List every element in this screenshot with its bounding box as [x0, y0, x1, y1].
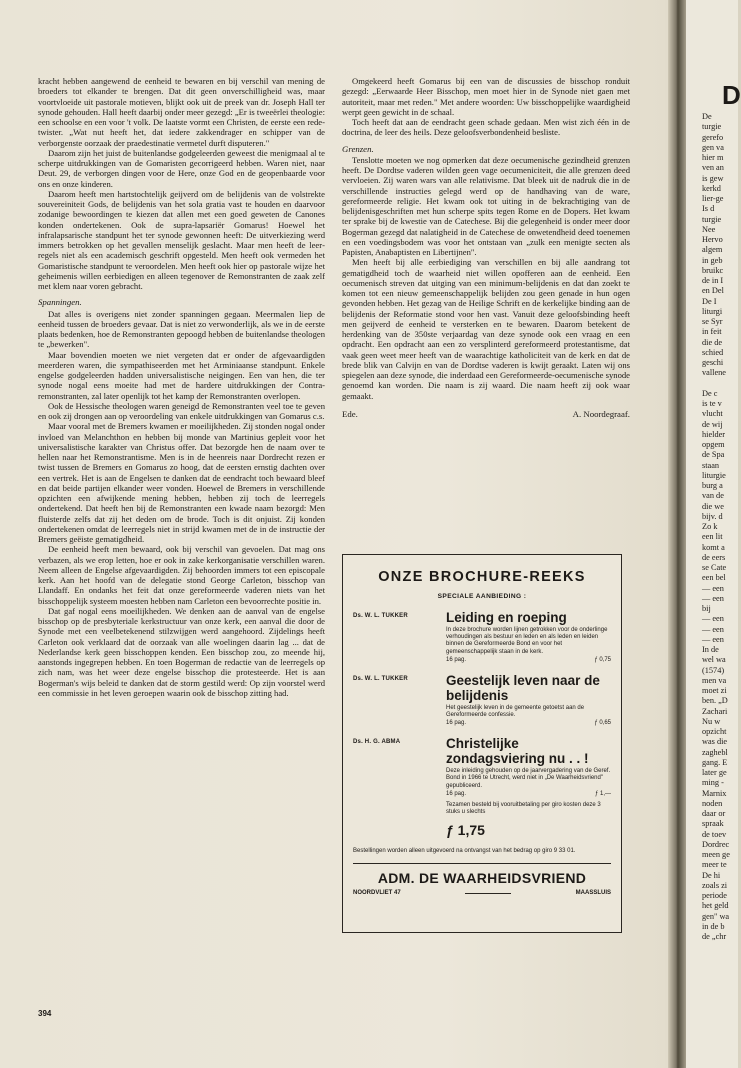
article-author: A. Noordegraaf. [572, 408, 630, 419]
right-page-line-fragment: Zachari [702, 706, 728, 716]
right-page-line-fragment: moet zi [702, 686, 727, 695]
ad-subtitle: SPECIALE AANBIEDING : [437, 593, 527, 600]
brochure-price: ƒ 0,75 [594, 656, 611, 663]
right-page-line-fragment: meen ge [702, 850, 730, 859]
divider [465, 893, 511, 894]
right-page-line-fragment: zoals zi [702, 880, 728, 890]
right-page-line-fragment: gen va [702, 142, 724, 152]
right-page-line-fragment: ming - [702, 778, 724, 788]
article-paragraph: Daarom zijn het juist de buitenlandse godgeleerden geweest die menigmaal al te scherpe uitdrukkingen van de Gomaristen gecorrigeerd hebben. Waren niet, naar Deut. 29, de verborgen dingen voor de Here, onze God en de geopenbaarde voor ons en onze kinderen. [38, 147, 325, 189]
article-paragraph: De eenheid heeft men bewaard, ook bij verschil van gevoelen. Dat mag ons verbazen, als we erop letten, hoe er ook in zake kerkorganisatie verschillen waren. Neem alleen de Engelse afgevaardigden. Zij behoorden immers tot een episcopale kerk. Aan het hoofd van de delegatie stond George Carleton, bisschop van Llandaff. En ondanks het feit dat onze gereformeerde vaderen niets van het bisschoppelijk systeem moesten hebben nam Carleton een bevoorrechte positie in. [38, 544, 325, 606]
brochure-title: Geestelijk leven naar de belijdenis [446, 672, 600, 703]
right-page-line-fragment: — een [702, 624, 724, 634]
right-page-line-fragment: Zo k [702, 522, 718, 531]
right-page-line-fragment: gang. E [702, 757, 728, 767]
right-page-line-fragment: turgie [702, 122, 722, 132]
right-page-line-fragment: hier m [702, 153, 724, 162]
right-page-line-fragment: De I [702, 296, 717, 306]
brochure-description: In deze brochure worden lijnen getrokken voor de onderlinge verhoudingen als bestuur en leden en als leden en leiden binnen de Gereformeerde Bond en voor het gemeenschappelijk staan in de kerk. [446, 627, 608, 655]
right-page-line-fragment: bijv. d [702, 511, 723, 521]
right-page-line-fragment: een bel [702, 573, 726, 583]
right-page-line-fragment: bruikc [702, 265, 724, 275]
brochure-pages: 16 pag. [446, 720, 467, 727]
right-page-line-fragment: periode [702, 891, 727, 900]
brochure-price: ƒ 0,65 [594, 720, 611, 727]
article-paragraph: Ook de Hessische theologen waren geneigd de Remonstranten veel toe te geven en ook zij drongen aan op veroordeling van enkele uitdrukkingen van Gomarus c.s. [38, 400, 325, 421]
right-page-line-fragment: de „chr [702, 932, 727, 941]
article-paragraph: Daarom heeft men hartstochtelijk geijverd om de belijdenis van de volstrekte souvereiniteit Gods, de belijdenis van het sola gratia vast te houden en daarvoor zodanige bewoordingen te kiezen dat allen met een goed geweten de Canones konden ondertekenen. Ook de supra-lapsariër Gomarus! Hoewel het infralapsarische standpunt het ter synode gewonnen heeft: De uitverkiezing werd immers betrokken op het gevallen menselijk geslacht. Maar men heeft de leerregels niet als een academisch geschrift opgesteld. Men heeft ook vermeden het Gomaristische standpunt te veroordelen. Men heeft ook hier op pastorale wijze het geheimenis willen eerbiedigen en alleen tegenover de Remonstranten de zaak zelf met klem naar voren gebracht. [38, 188, 325, 291]
right-page-line-fragment: burg a [702, 481, 723, 490]
right-page-line-fragment: kerkd [702, 183, 721, 193]
combined-price: ƒ 1,75 [446, 822, 485, 839]
right-page-line-fragment: meer te [702, 860, 727, 870]
right-page-line-fragment: — een [702, 583, 724, 593]
right-page-line-fragment: — een [702, 593, 724, 603]
address-street: NOORDVLIET 47 [353, 890, 401, 897]
brochure-advertisement [342, 554, 622, 933]
right-page-line-fragment: — een [702, 634, 724, 644]
right-page-line-fragment: Hervo [702, 235, 723, 244]
article-paragraph: Dat alles is overigens niet zonder spanningen gegaan. Meermalen liep de eenheid tussen de broeders gevaar. Dat is niet zo verwonderlijk, als we in de eerste plaats bedenken, hoe de Remonstranten gepoogd hebben de buitenlandse theologen te „bewerken". [38, 308, 325, 350]
article-paragraph: Maar vooral met de Bremers kwamen er moeilijkheden. Zij stonden nogal onder invloed van Melanchthon en hebben bij monde van Martinius gepleit voor het universalistische karakter van Christus offer. Dat bezorgde hen de naam over te hellen naar het Remonstrantisme. Men is in de heenreis naar Dordrecht rezen er twist tussen de Bremers en Gomarus zo hoog, dat de eersten ernstig dachten over een vertrek. Het is aan de Engelsen te danken dat de eendracht toch bewaard bleef en dat beide partijen elkander weer vonden. Hoewel de Bremers in verschillende opzichten een afwijkende mening hebben, hebben zij toch de leerregels ondertekend. Dat heeft hen bij de Remonstranten een kwade naam bezorgd: Men fluisterde zelfs dat zij het deden om de brode. Toch is dit onjuist. Zij konden ondertekenen omdat de leerregels niet in strijd kwamen met de in de instructie der Bremers geëiste gematigdheid. [38, 421, 325, 544]
right-page-line-fragment: Nee [702, 224, 716, 234]
right-page-line-fragment: Is d [702, 204, 715, 214]
right-page-line-fragment: Marnix [702, 788, 727, 798]
right-page-line-fragment: de Spa [702, 450, 725, 460]
address-city: MAASSLUIS [575, 890, 611, 897]
right-page-line-fragment: In de [702, 645, 719, 654]
right-page-line-fragment: die de [702, 337, 723, 347]
right-page-line-fragment: De [702, 112, 712, 121]
right-page-line-fragment: een lit [702, 532, 723, 542]
right-page-line-fragment: algem [702, 245, 723, 255]
ad-title: ONZE BROCHURE-REEKS [378, 569, 586, 585]
right-page-line-fragment: turgie [702, 214, 722, 224]
brochure-description: Deze inleiding gehouden op de jaarvergadering van de Geref. Bond in 1966 te Utrecht, werd niet in „De Waarheidsvriend" gepubliceerd. [446, 768, 611, 789]
right-page-line-fragment: De hi [702, 870, 721, 880]
right-page-line-fragment: bij [702, 604, 711, 613]
right-page-line-fragment: men va [702, 675, 727, 685]
right-page-line-fragment: opzicht [702, 727, 727, 736]
book-gutter [668, 0, 686, 1068]
section-heading-grenzen: Grenzen. [342, 143, 374, 154]
right-page-line-fragment: se Syr [702, 317, 723, 326]
right-page-line-fragment: van de [702, 491, 724, 501]
right-page-line-fragment: daar or [702, 809, 726, 818]
right-page-line-fragment: ben. „D [702, 696, 728, 706]
right-page-line-fragment: de wij [702, 419, 723, 429]
article-paragraph: Toch heeft dat aan de eendracht geen schade gedaan. Men wist zich één in de doctrina, de leer des heils. Deze geloofsverbondenheid besliste. [342, 117, 630, 138]
right-page-line-fragment: was die [702, 737, 728, 747]
right-page-line-fragment: zaghebl [702, 747, 728, 757]
right-page-line-fragment: schied [702, 347, 724, 357]
section-heading-spanningen: Spanningen. [38, 297, 82, 308]
article-place: Ede. [342, 408, 358, 419]
right-page-line-fragment: Dordrec [702, 839, 730, 849]
right-page-line-fragment: ven an [702, 163, 724, 173]
right-page-line-fragment: vlucht [702, 409, 723, 419]
right-page-line-fragment: gerefo [702, 132, 724, 142]
article-paragraph: Dat gaf nogal eens moeilijkheden. We denken aan de aanval van de engelse bisschop op de presbyteriale kerkstructuur van onze kerk, een aanval die door de Synode met een veelbetekenend stilzwijgen werd aangehoord. Zijdelings heeft Carleton ook verklaard dat de oorzaak van alle woelingen daarin lag ... dat de Nederlandse kerk geen bisschoppen kenden. Een bisschop zou, zo meende hij, aanstonds ingegrepen hebben. En toen Bogerman de redactie van de leerregels op zich nam, was het weer deze engelse bisschop die protesteerde. Het is aan Bogerman's wijs beleid te danken dat de storm gestild werd: Op zijn voorstel werd een commissie in het leven geroepen waarin ook de bisschop zitting had. [38, 605, 325, 698]
brochure-price-line [446, 657, 611, 663]
right-page-line-fragment: in de b [702, 921, 725, 931]
publisher-name: ADM. DE WAARHEIDSVRIEND [377, 870, 587, 887]
page-number: 394 [38, 1009, 52, 1018]
right-page-line-fragment: in feit [702, 327, 722, 337]
brochure-item [353, 673, 611, 726]
right-page-line-fragment: hielder [702, 429, 726, 439]
brochure-description: Het geestelijk leven in de gemeente getoetst aan de Gereformeerde confessie. [446, 704, 585, 719]
publisher-address [353, 890, 611, 896]
brochure-price: ƒ 1,— [594, 790, 611, 797]
right-page-line-fragment: en Del [702, 286, 724, 296]
brochure-title: Leiding en roeping [446, 610, 567, 625]
article-paragraph: Tenslotte moeten we nog opmerken dat deze oecumenische gezindheid grenzen heeft. De Dordtse vaderen wilden geen vage oecumeniciteit, die alle grenzen deed vervloeien. Zij waren wars van alle relativisme. Dat bleek uit de nadruk die in de verschillende instructies gelegd werd op de handhaving van de ware, gereformeerde religie. Het kwam ook tot uiting in de bekrachtiging van de belijdenisgeschriften met hun scherpe spits tegen Rome en de Dopers. Het kwam ter sprake bij de kwestie van de Catechese. Bij die gelegenheid is onder meer door Bogerman gezegd dat nalatigheid in de Catechese de onwetendheid deed toenemen en een voedingsbodem was voor het ontstaan van „zulk een menigte secten als Papisten, Anabaptisten en Libertijnen". [342, 154, 630, 257]
right-page-line-fragment: Nu w [702, 716, 721, 726]
right-page-line-fragment: is gew [702, 173, 724, 183]
right-page-line-fragment: in geb [702, 255, 723, 265]
brochure-pages: 16 pag. [446, 656, 467, 663]
article-paragraph: Maar bovendien moeten we niet vergeten dat er onder de afgevaardigden meerderen waren, die sympathiseerden met het Arminiaanse standpunt. Enkele engelse godgeleerden hadden universalistische neigingen. Een van hen, die ter synode nogal eens moeite had met de hardere uitdrukkingen der Contra-remonstranten, zal later openlijk tot het kamp der Remonstranten overlopen. [38, 349, 325, 401]
right-page-line-fragment: De c [702, 388, 718, 398]
right-page-line-fragment: de eers [702, 552, 726, 562]
brochure-pages: 16 pag. [446, 790, 467, 797]
brochure-price-line [446, 720, 611, 726]
right-page-line-fragment: komt a [702, 542, 725, 552]
right-page-line-fragment: geschi [702, 358, 724, 367]
article-column-2 [342, 76, 630, 419]
article-column-1 [38, 76, 325, 698]
brochure-price-line [446, 791, 611, 797]
right-page-line-fragment: liturgi [702, 306, 723, 316]
right-page-line-fragment: vallene [702, 368, 726, 378]
brochure-item [353, 736, 611, 816]
brochure-author: Ds. H. G. ABMA [353, 739, 401, 746]
right-page-line-fragment: de toev [702, 829, 727, 839]
article-paragraph: Men heeft bij alle eerbiediging van verschillen en bij alle aandrang tot gematigdheid toch de waarheid niet willen opofferen aan de eenheid. Een oecumenisch streven dat uitging van een minimum-belijdenis en dat dan zoekt te komen tot een nieuw gemeenschappelijk belijden zou geen genade in hun ogen gevonden hebben. Het gezag van de Heilige Schrift en de kerkelijke binding aan de belijdenis der Reformatie stond voor hen vast. Vanuit deze geloofsbinding heeft men geijverd de eenheid te versterken en te bewaren. Daarom betekent de herdenking van de 350ste verjaardag van deze synode ook een vraag en een opdracht. Een opdracht aan een zo versplinterd gereformeerd protestantisme, dat vaak geen weet meer heeft van de waarachtige katholiciteit van de kerk en dat de brede blik van Calvijn en van de Dordtse vaderen is kwijt geraakt. Laten wij ons spiegelen aan deze synode, die inderdaad een Gereformeerde-oecumenische synode genoemd kan worden. Die naam is zij waard. Die naam heeft zij ook waar gemaakt. [342, 257, 630, 401]
right-page-line-fragment: staan [702, 460, 720, 470]
right-page-line-fragment: — een [702, 614, 724, 624]
right-page-line-fragment: opgem [702, 440, 725, 449]
article-paragraph: Omgekeerd heeft Gomarus bij een van de discussies de bisschop ronduit gezegd: „Eerwaarde Heer Bisschop, men moet hier in de Synode niet gaen met autoriteit, maar met reden." Met andere woorden: Uw bisschoppelijke waardigheid werpt geen gewicht in de schaal. [342, 76, 630, 117]
right-page-line-fragment: die we [702, 501, 724, 511]
right-page-line-fragment: spraak [702, 819, 724, 829]
right-page-line-fragment: gen" wa [702, 911, 730, 921]
right-page-line-fragment: noden [702, 798, 723, 808]
right-page-heading: D [722, 80, 741, 110]
right-page-line-fragment: liturgie [702, 470, 726, 480]
right-page-line-fragment: (1574) [702, 665, 725, 675]
right-page-line-fragment: is te v [702, 399, 722, 408]
article-paragraph: kracht hebben aangewend de eenheid te bewaren en bij verschil van mening de broeders tot elkander te brengen. Dat dit geen onverschilligheid was, maar voortvloeide uit pastorale motieven, blijkt ook uit de preek van dr. Joseph Hall ter synode gehouden. Hall heeft daarbij onder meer gezegd: „Er is tweeërlei theologie: een schoolse en een voor 't volk. De laatste vormt een Christen, de eerste een redetwister. „Wat nut heeft het, dat iedere zakkendrager en schipper van de verborgenste oorzaak der praedestinatie vermetel durft disputeren." [38, 76, 325, 148]
order-note: Bestellingen worden alleen uitgevoerd na ontvangst van het bedrag op giro 9 33 01. [353, 848, 576, 855]
brochure-author: Ds. W. L. TUKKER [353, 675, 408, 682]
brochure-item [353, 610, 611, 663]
right-page-line-fragment: wel wa [702, 655, 726, 665]
article-signature [342, 409, 630, 419]
brochure-title: Christelijke zondagsviering nu . . ! [446, 736, 589, 767]
right-page-line-fragment: het geld [702, 901, 729, 911]
right-page-line-fragment: de in I [702, 276, 724, 285]
right-page-line-fragment: lier-ge [702, 194, 724, 203]
combined-offer-note: Tezamen besteld bij vooruitbetaling per giro kosten deze 3 stuks u slechts [446, 801, 601, 816]
right-page-line-fragment: later ge [702, 768, 727, 777]
right-page-line-fragment: se Cate [702, 563, 727, 572]
brochure-author: Ds. W. L. TUKKER [353, 613, 408, 619]
divider [353, 863, 611, 864]
